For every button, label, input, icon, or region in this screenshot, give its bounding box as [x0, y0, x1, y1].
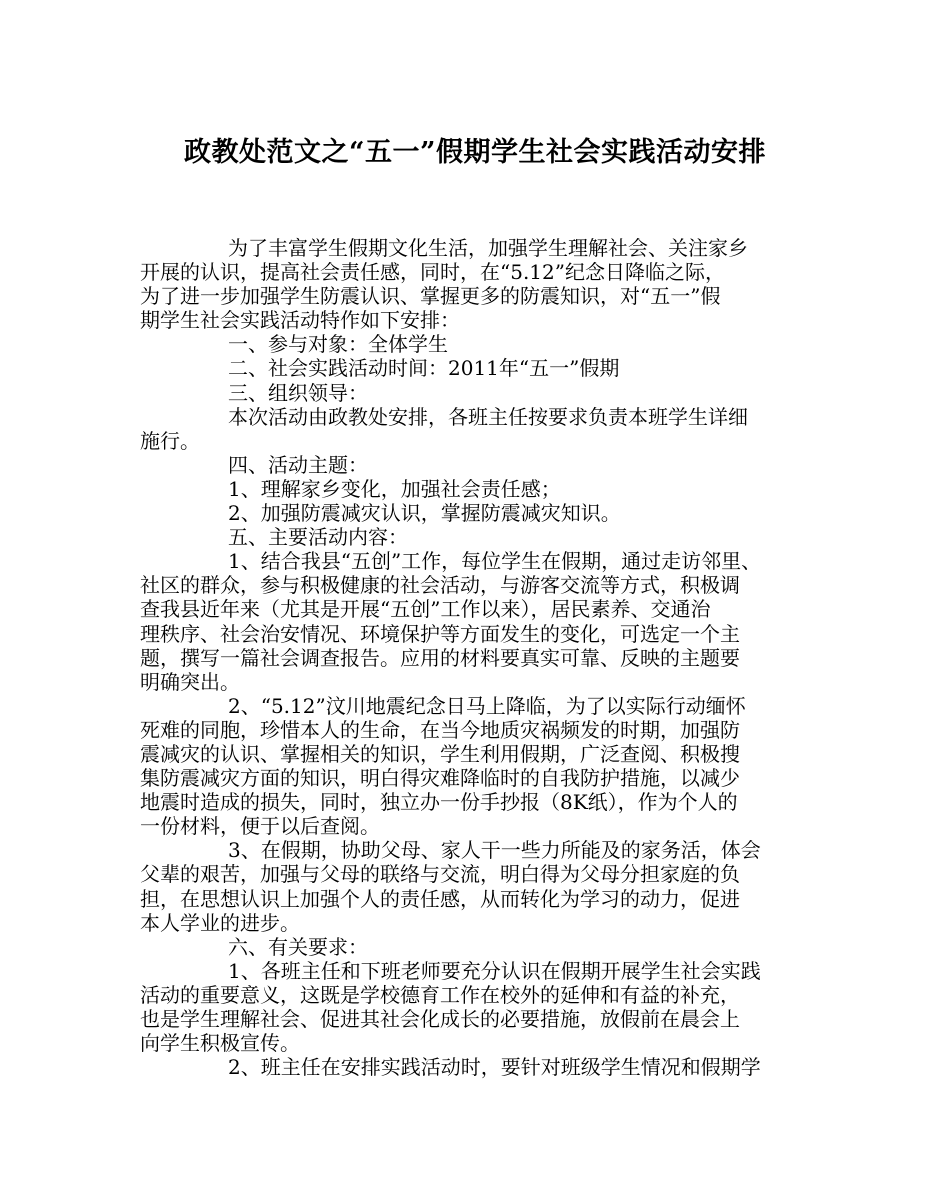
body-line: 死难的同胞，珍惜本人的生命，在当今地质灾祸频发的时期，加强防 [140, 717, 740, 742]
body-line: 活动的重要意义，这既是学校德育工作在校外的延伸和有益的补充， [140, 982, 740, 1007]
body-line: 集防震减灾方面的知识，明白得灾难降临时的自我防护措施，以减少 [140, 766, 740, 791]
body-line: 一、参与对象：全体学生 [228, 332, 448, 357]
body-line: 为了进一步加强学生防震认识、掌握更多的防震知识，对“五一”假 [140, 284, 721, 309]
body-line: 期学生社会实践活动特作如下安排： [140, 308, 460, 333]
body-line: 地震时造成的损失，同时，独立办一份手抄报（8K纸），作为个人的 [140, 790, 738, 815]
body-line: 本次活动由政教处安排，各班主任按要求负责本班学生详细 [228, 404, 748, 429]
body-line: 五、主要活动内容： [228, 525, 408, 550]
body-line: 1、结合我县“五创”工作，每位学生在假期，通过走访邻里、 [228, 549, 762, 574]
body-line: 明确突出。 [140, 669, 240, 694]
body-line: 担，在思想认识上加强个人的责任感，从而转化为学习的动力，促进 [140, 886, 740, 911]
document-title: 政教处范文之“五一”假期学生社会实践活动安排 [183, 137, 767, 168]
body-line: 二、社会实践活动时间：2011年“五一”假期 [228, 356, 620, 381]
body-line: 查我县近年来（尤其是开展“五创”工作以来），居民素养、交通治 [140, 597, 711, 622]
body-line: 三、组织领导： [228, 380, 368, 405]
body-line: 一份材料，便于以后查阅。 [140, 814, 380, 839]
body-line: 施行。 [140, 428, 200, 453]
body-line: 四、活动主题： [228, 452, 368, 477]
body-line: 理秩序、社会治安情况、环境保护等方面发生的变化，可选定一个主 [140, 621, 740, 646]
body-line: 2、“5.12”汶川地震纪念日马上降临，为了以实际行动缅怀 [228, 693, 746, 718]
document-body [140, 236, 820, 1079]
body-line: 1、理解家乡变化，加强社会责任感； [228, 476, 561, 501]
body-line: 3、在假期，协助父母、家人干一些力所能及的家务活，体会 [228, 838, 761, 863]
body-line: 社区的群众，参与积极健康的社会活动，与游客交流等方式，积极调 [140, 573, 740, 598]
body-line: 2、班主任在安排实践活动时，要针对班级学生情况和假期学 [228, 1055, 761, 1080]
body-line: 也是学生理解社会、促进其社会化成长的必要措施，放假前在晨会上 [140, 1007, 740, 1031]
body-line: 震减灾的认识、掌握相关的知识，学生利用假期，广泛查阅、积极搜 [140, 741, 740, 766]
body-line: 六、有关要求： [228, 934, 368, 959]
body-line: 2、加强防震减灾认识，掌握防震减灾知识。 [228, 501, 621, 526]
body-line: 题，撰写一篇社会调查报告。应用的材料要真实可靠、反映的主题要 [140, 645, 740, 670]
body-line: 为了丰富学生假期文化生活，加强学生理解社会、关注家乡 [228, 236, 748, 260]
body-line: 向学生积极宣传。 [140, 1031, 300, 1056]
body-line: 1、各班主任和下班老师要充分认识在假期开展学生社会实践 [228, 958, 761, 983]
body-line: 本人学业的进步。 [140, 910, 300, 935]
body-line: 开展的认识，提高社会责任感，同时，在“5.12”纪念日降临之际， [140, 260, 725, 285]
body-line: 父辈的艰苦，加强与父母的联络与交流，明白得为父母分担家庭的负 [140, 862, 740, 887]
